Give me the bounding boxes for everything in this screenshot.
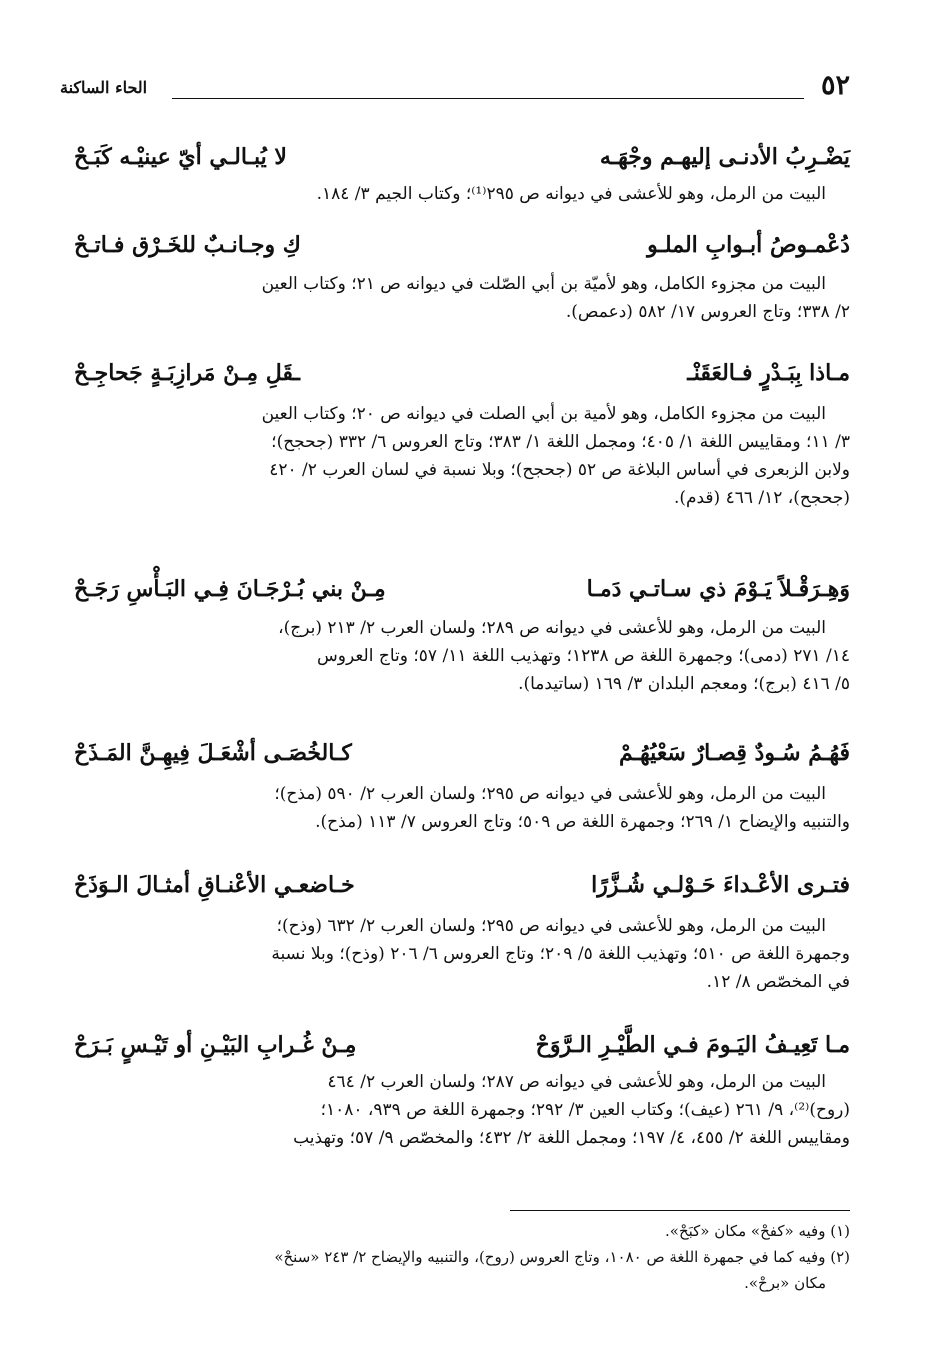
- note-line: البيت من الرمل، وهو للأعشى في ديوانه ص ٢٩٥؛ ولسان العرب ٢/ ٥٩٠ (مذح)؛: [274, 784, 826, 804]
- footnote: مكان «برحْ».: [744, 1274, 826, 1292]
- note-line: والتنبيه والإيضاح ١/ ٢٦٩؛ وجمهرة اللغة ص ٥٠٩؛ وتاج العروس ٧/ ١١٣ (مذح).: [315, 812, 850, 832]
- second-hemistich: كـالخُصَـى أشْعَـلَ فِيهِـنَّ المَـذَحْ: [74, 740, 352, 766]
- first-hemistich: فَهُـمُ سُـودٌ قِصـارٌ سَعْيُهُـمْ: [618, 740, 850, 766]
- verse: [74, 732, 850, 774]
- note-line: البيت من الرمل، وهو للأعشى في ديوانه ص ٢٩٥؛ ولسان العرب ٢/ ٦٣٢ (وذح)؛: [276, 916, 826, 936]
- note-line: ١٤/ ٢٧١ (دمى)؛ وجمهرة اللغة ص ١٢٣٨؛ وتهذيب اللغة ١١/ ٥٧؛ وتاج العروس: [317, 646, 850, 666]
- first-hemistich: دُعْمـوصُ أبـوابِ الملـو: [647, 232, 850, 258]
- first-hemistich: فتـرى الأعْـداءَ حَـوْلـي شُـزَّرًا: [591, 872, 850, 898]
- second-hemistich: ـقَلِ مِـنْ مَرازِبَـةٍ جَحاجِـحْ: [74, 360, 300, 386]
- verse: [74, 568, 850, 610]
- note-line: ومقاييس اللغة ٢/ ٤٥٥، ٤/ ١٩٧؛ ومجمل اللغة ٢/ ٤٣٢؛ والمخصّص ٩/ ٥٧؛ وتهذيب: [293, 1128, 850, 1148]
- verse: [74, 352, 850, 394]
- verse-notes: [74, 400, 850, 512]
- note-line: ٢/ ٣٣٨؛ وتاج العروس ١٧/ ٥٨٢ (دعمص).: [565, 302, 850, 322]
- verse: [74, 224, 850, 266]
- second-hemistich: مِـنْ بني بُـرْجَـانَ فِـي البَـأْسِ رَجَـحْ: [74, 576, 386, 602]
- verse-notes: [74, 614, 850, 698]
- second-hemistich: مِـنْ غُـرابِ البَيْـنِ أو تَيْـسٍ بَـرَحْ: [74, 1032, 357, 1058]
- footnote: (١) وفيه «كفحْ» مكان «كبَحْ».: [665, 1222, 850, 1240]
- second-hemistich: خـاضعـي الأعْنـاقِ أمثـالَ الـوَذَحْ: [74, 872, 355, 898]
- verse-notes: [74, 780, 850, 836]
- note-line: البيت من الرمل، وهو للأعشى في ديوانه ص ٢٨٩؛ ولسان العرب ٢/ ٢١٣ (برج)،: [278, 618, 826, 638]
- note-line: البيت من الرمل، وهو للأعشى في ديوانه ص ٢٨٧؛ ولسان العرب ٢/ ٤٦٤: [327, 1072, 826, 1092]
- verse-notes: [74, 1068, 850, 1152]
- verse: [74, 864, 850, 906]
- footnote-rule: [510, 1210, 850, 1211]
- first-hemistich: وَهِـرَقْـلاً يَـوْمَ ذي سـاتـي دَمـا: [586, 576, 850, 602]
- verse-notes: [74, 180, 850, 208]
- note-line: (جحجح)، ١٢/ ٤٦٦ (قدم).: [673, 488, 850, 508]
- note-line: البيت من مجزوء الكامل، وهو لأمية بن أبي الصلت في ديوانه ص ٢٠؛ وكتاب العين: [261, 404, 826, 424]
- footnote: (٢) وفيه كما في جمهرة اللغة ص ١٠٨٠، وتاج العروس (روح)، والتنبيه والإيضاح ٢/ ٢٤٣ «سنحْ»: [274, 1248, 850, 1266]
- verse: [74, 1024, 850, 1066]
- note-line: ٥/ ٤١٦ (برج)؛ ومعجم البلدان ٣/ ١٦٩ (ساتيدما).: [518, 674, 850, 694]
- note-line: ٣/ ١١؛ ومقاييس اللغة ١/ ٤٠٥؛ ومجمل اللغة ١/ ٣٨٣؛ وتاج العروس ٦/ ٣٣٢ (جحجح)؛: [271, 432, 850, 452]
- note-line: البيت من الرمل، وهو للأعشى في ديوانه ص ٢٩٥⁽¹⁾؛ وكتاب الجيم ٣/ ١٨٤.: [316, 184, 826, 204]
- note-line: ولابن الزبعرى في أساس البلاغة ص ٥٢ (جحجح)؛ وبلا نسبة في لسان العرب ٢/ ٤٢٠: [269, 460, 850, 480]
- first-hemistich: يَضْـرِبُ الأدنـى إليهـم وجْهَـه: [599, 144, 850, 170]
- note-line: البيت من مجزوء الكامل، وهو لأميّة بن أبي الصّلت في ديوانه ص ٢١؛ وكتاب العين: [261, 274, 826, 294]
- second-hemistich: لا يُبـالـي أيّ عينيْـه كَبَـحْ: [74, 144, 287, 170]
- note-line: وجمهرة اللغة ص ٥١٠؛ وتهذيب اللغة ٥/ ٢٠٩؛ وتاج العروس ٦/ ٢٠٦ (وذح)؛ وبلا نسبة: [271, 944, 850, 964]
- poem-entry: [74, 732, 850, 836]
- page-number: ٥٢: [820, 70, 850, 101]
- poem-entry: [74, 136, 850, 208]
- header-rule: [172, 98, 804, 99]
- second-hemistich: كِ وجـانـبٌ للخَـرْق فـاتـحْ: [74, 232, 301, 258]
- note-line: في المخصّص ٨/ ١٢.: [706, 972, 850, 992]
- verse-notes: [74, 270, 850, 326]
- note-line: (روح)⁽²⁾، ٩/ ٢٦١ (عيف)؛ وكتاب العين ٣/ ٢٩٢؛ وجمهرة اللغة ص ٩٣٩، ١٠٨٠؛: [320, 1100, 850, 1120]
- poem-entry: [74, 352, 850, 512]
- poem-entry: [74, 568, 850, 698]
- page-header: [60, 64, 850, 108]
- verse: [74, 136, 850, 178]
- poem-entry: [74, 864, 850, 996]
- footnotes: [74, 1218, 850, 1296]
- running-title: الحاء الساكنة: [60, 78, 148, 97]
- first-hemistich: مـا تَعِيـفُ اليَـومَ فـي الطَّيْـرِ الـرَّوَحْ: [535, 1032, 850, 1058]
- poem-entry: [74, 224, 850, 326]
- first-hemistich: مـاذا بِبَـدْرٍ فـالعَقَنْـ: [687, 360, 850, 386]
- verse-notes: [74, 912, 850, 996]
- poem-entry: [74, 1024, 850, 1152]
